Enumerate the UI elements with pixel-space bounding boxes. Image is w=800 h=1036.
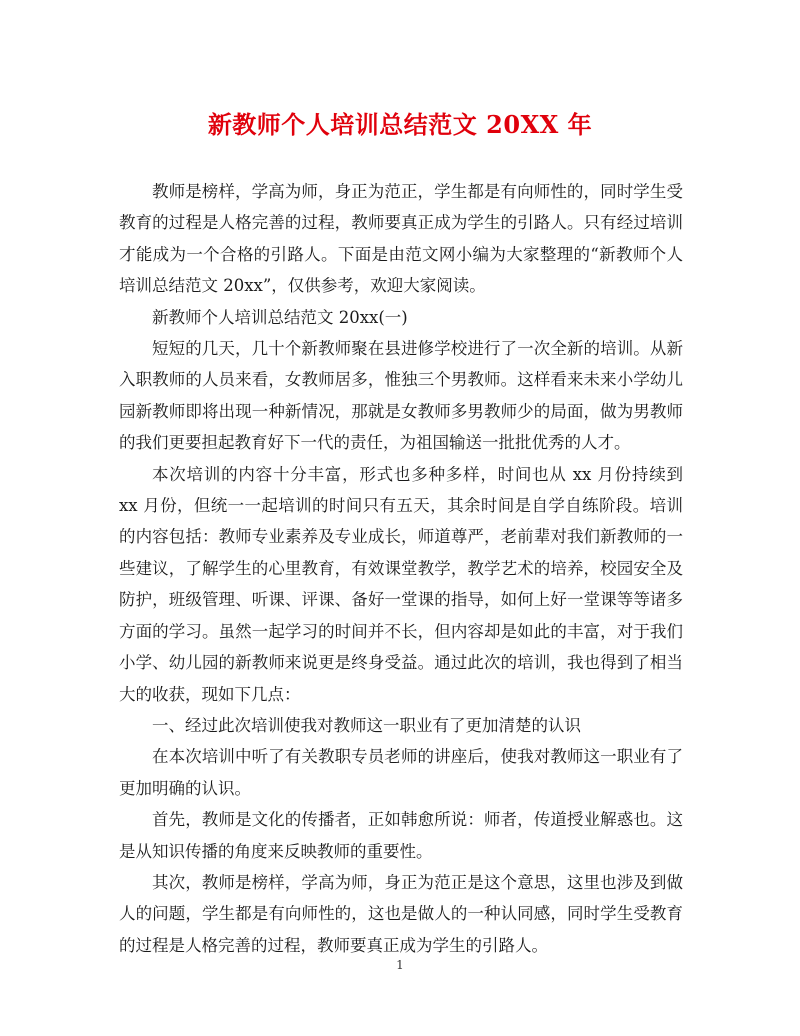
- page-number: 1: [396, 958, 404, 972]
- paragraph-training-overview: 短短的几天，几十个新教师聚在县进修学校进行了一次全新的培训。从新入职教师的人员来看，女教师居多，惟独三个男教师。这样看来未来小学幼儿园新教师即将出现一种新情况，那就是女教师多男教师少的局面，做为男教师的我们更要担起教育好下一代的责任，为祖国输送一批批优秀的人才。: [119, 339, 683, 453]
- paragraph-lecture: 在本次培训中听了有关教职专员老师的讲座后，使我对教师这一职业有了更加明确的认识。: [119, 747, 683, 798]
- paragraph-first-point: 首先，教师是文化的传播者，正如韩愈所说：师者，传道授业解惑也。这是从知识传播的角度来反映教师的重要性。: [119, 810, 683, 861]
- document-body: [119, 176, 683, 961]
- paragraph-second-point: 其次，教师是榜样，学高为师，身正为范正是这个意思，这里也涉及到做人的问题，学生都是有向师性的，这也是做人的一种认同感，同时学生受教育的过程是人格完善的过程，教师要真正成为学生的引路人。: [119, 872, 683, 955]
- paragraph-section-heading: 一、经过此次培训使我对教师这一职业有了更加清楚的认识: [152, 715, 581, 735]
- paragraph-subtitle: 新教师个人培训总结范文 20xx(一): [152, 307, 408, 327]
- paragraph-training-content: 本次培训的内容十分丰富，形式也多种多样，时间也从 xx 月份持续到 xx 月份，但统一一起培训的时间只有五天，其余时间是自学自练阶段。培训的内容包括：教师专业素养及专业成长，师道尊严，老前辈对我们新教师的一些建议，了解学生的心里教育，有效课堂教学，教学艺术的培养，校园安全及防护，班级管理、听课、评课、备好一堂课的指导，如何上好一堂课等等诸多方面的学习。虽然一起学习的时间并不长，但内容却是如此的丰富，对于我们小学、幼儿园的新教师来说更是终身受益。通过此次的培训，我也得到了相当大的收获，现如下几点：: [119, 464, 683, 704]
- paragraph-intro: 教师是榜样，学高为师，身正为范正，学生都是有向师性的，同时学生受教育的过程是人格完善的过程，教师要真正成为学生的引路人。只有经过培训才能成为一个合格的引路人。下面是由范文网小编为大家整理的“新教师个人培训总结范文 20xx”，仅供参考，欢迎大家阅读。: [119, 182, 683, 296]
- document-title: 新教师个人培训总结范文 20XX 年: [207, 110, 593, 139]
